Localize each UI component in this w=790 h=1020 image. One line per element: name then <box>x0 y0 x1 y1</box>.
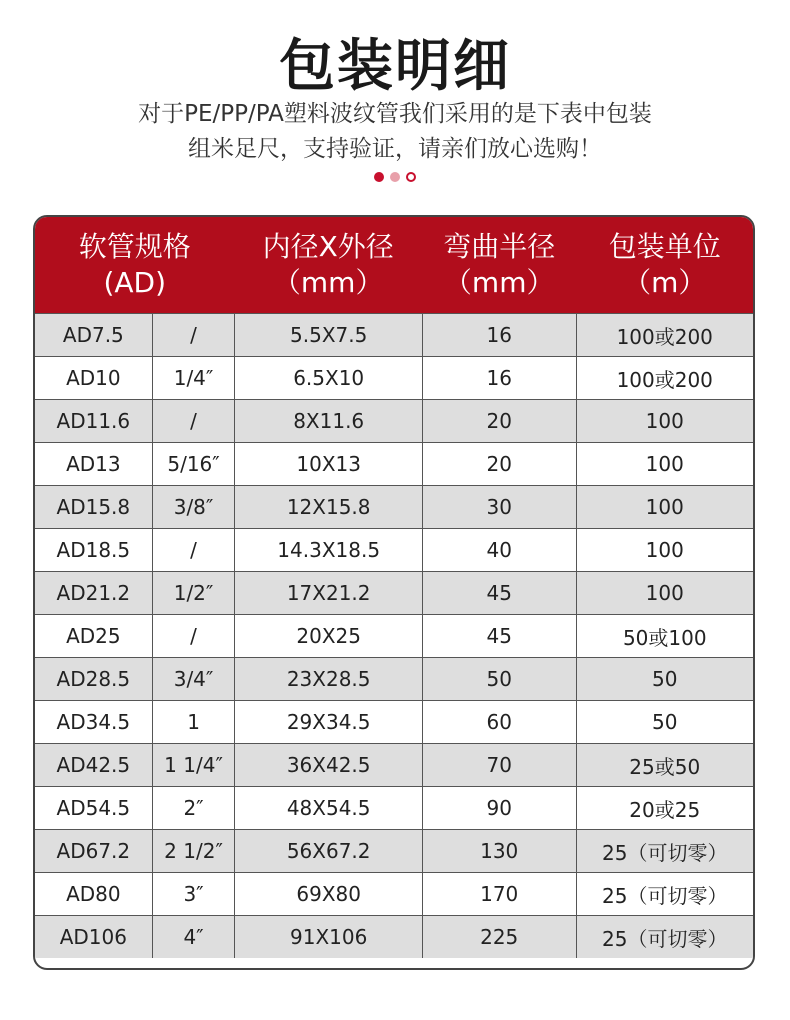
cell-diameter: 29X34.5 <box>235 701 422 743</box>
table-row <box>35 786 753 829</box>
cell-package-unit: 25（可切零） <box>602 840 728 865</box>
cell-package-unit: 100 <box>645 452 684 476</box>
cell-package-unit: 25（可切零） <box>602 926 728 951</box>
header-bend-line2: （mm） <box>443 266 555 299</box>
cell-inch: / <box>153 529 236 571</box>
header-bend-radius <box>422 217 577 313</box>
table-row <box>35 829 753 872</box>
cell-diameter: 48X54.5 <box>235 787 422 829</box>
cell-package-unit: 100 <box>645 409 684 433</box>
dot-light-icon <box>390 172 400 182</box>
cell-bend-radius: 60 <box>423 701 577 743</box>
cell-package-unit: 50 <box>652 710 678 734</box>
table-row <box>35 442 753 485</box>
cell-package-unit: 50 <box>652 667 678 691</box>
cell-bend-radius: 130 <box>423 830 577 872</box>
cell-spec: AD54.5 <box>35 787 153 829</box>
table-row <box>35 485 753 528</box>
table-row <box>35 872 753 915</box>
cell-inch: 2 1/2″ <box>153 830 236 872</box>
header-diameter-line2: （mm） <box>272 266 384 299</box>
table-row <box>35 614 753 657</box>
cell-spec: AD13 <box>35 443 153 485</box>
cell-package-unit: 100 <box>645 581 684 605</box>
cell-bend-radius: 170 <box>423 873 577 915</box>
cell-bend-radius: 20 <box>423 443 577 485</box>
cell-bend-radius: 45 <box>423 615 577 657</box>
cell-inch: 3/8″ <box>153 486 236 528</box>
cell-diameter: 56X67.2 <box>235 830 422 872</box>
cell-spec: AD28.5 <box>35 658 153 700</box>
cell-bend-radius: 225 <box>423 916 577 958</box>
table-row <box>35 657 753 700</box>
cell-diameter: 20X25 <box>235 615 422 657</box>
cell-package-unit: 25（可切零） <box>602 883 728 908</box>
cell-bend-radius: 16 <box>423 314 577 356</box>
cell-bend-radius: 50 <box>423 658 577 700</box>
cell-package-unit: 20或25 <box>629 797 701 822</box>
cell-spec: AD18.5 <box>35 529 153 571</box>
cell-inch: 5/16″ <box>153 443 236 485</box>
cell-diameter: 8X11.6 <box>235 400 422 442</box>
cell-inch: 1/2″ <box>153 572 236 614</box>
cell-diameter: 14.3X18.5 <box>235 529 422 571</box>
cell-bend-radius: 40 <box>423 529 577 571</box>
header-unit-line1: 包装单位 <box>608 230 721 263</box>
table-row <box>35 528 753 571</box>
header-spec-line1: 软管规格 <box>78 230 191 263</box>
cell-inch: / <box>153 400 236 442</box>
header-package-unit <box>576 217 753 313</box>
cell-bend-radius: 30 <box>423 486 577 528</box>
cell-bend-radius: 90 <box>423 787 577 829</box>
cell-package-unit: 100 <box>645 538 684 562</box>
cell-diameter: 23X28.5 <box>235 658 422 700</box>
header-spec-line2: (AD) <box>103 266 166 299</box>
cell-diameter: 36X42.5 <box>235 744 422 786</box>
cell-spec: AD106 <box>35 916 153 958</box>
cell-spec: AD25 <box>35 615 153 657</box>
header-diameter-line1: 内径X外径 <box>262 230 394 263</box>
subtitle-line-1: 对于PE/PP/PA塑料波纹管我们采用的是下表中包装 <box>138 101 652 127</box>
cell-spec: AD11.6 <box>35 400 153 442</box>
cell-spec: AD7.5 <box>35 314 153 356</box>
cell-inch: / <box>153 314 236 356</box>
cell-diameter: 17X21.2 <box>235 572 422 614</box>
table-row <box>35 356 753 399</box>
cell-spec: AD15.8 <box>35 486 153 528</box>
table-row <box>35 399 753 442</box>
cell-package-unit: 100或200 <box>616 324 713 349</box>
cell-inch: 3/4″ <box>153 658 236 700</box>
table-header <box>35 217 753 313</box>
table-row <box>35 571 753 614</box>
dot-filled-icon <box>374 172 384 182</box>
cell-package-unit: 100 <box>645 495 684 519</box>
table-row <box>35 743 753 786</box>
cell-diameter: 5.5X7.5 <box>235 314 422 356</box>
header-unit-line2: （m） <box>623 266 707 299</box>
cell-spec: AD21.2 <box>35 572 153 614</box>
packaging-table <box>33 215 755 970</box>
cell-bend-radius: 16 <box>423 357 577 399</box>
cell-diameter: 69X80 <box>235 873 422 915</box>
subtitle-line-2: 组米足尺，支持验证，请亲们放心选购！ <box>188 136 602 162</box>
cell-inch: 3″ <box>153 873 236 915</box>
cell-spec: AD80 <box>35 873 153 915</box>
page-title: 包装明细 <box>279 34 511 99</box>
cell-inch: 2″ <box>153 787 236 829</box>
cell-bend-radius: 45 <box>423 572 577 614</box>
cell-package-unit: 50或100 <box>622 625 707 650</box>
cell-diameter: 91X106 <box>235 916 422 958</box>
header-bend-line1: 弯曲半径 <box>443 230 556 263</box>
cell-package-unit: 100或200 <box>616 367 713 392</box>
cell-inch: / <box>153 615 236 657</box>
header-diameter <box>234 217 421 313</box>
table-row <box>35 313 753 356</box>
cell-bend-radius: 70 <box>423 744 577 786</box>
cell-package-unit: 25或50 <box>629 754 701 779</box>
cell-inch: 1 1/4″ <box>153 744 236 786</box>
cell-diameter: 6.5X10 <box>235 357 422 399</box>
cell-diameter: 12X15.8 <box>235 486 422 528</box>
cell-diameter: 10X13 <box>235 443 422 485</box>
table-body <box>35 313 753 958</box>
table-row <box>35 915 753 958</box>
dot-outline-icon <box>406 172 416 182</box>
cell-bend-radius: 20 <box>423 400 577 442</box>
header-spec <box>35 217 234 313</box>
cell-inch: 4″ <box>153 916 236 958</box>
cell-spec: AD42.5 <box>35 744 153 786</box>
cell-spec: AD10 <box>35 357 153 399</box>
table-row <box>35 700 753 743</box>
decorative-dots <box>0 172 790 182</box>
cell-spec: AD67.2 <box>35 830 153 872</box>
cell-inch: 1 <box>153 701 236 743</box>
cell-inch: 1/4″ <box>153 357 236 399</box>
cell-spec: AD34.5 <box>35 701 153 743</box>
